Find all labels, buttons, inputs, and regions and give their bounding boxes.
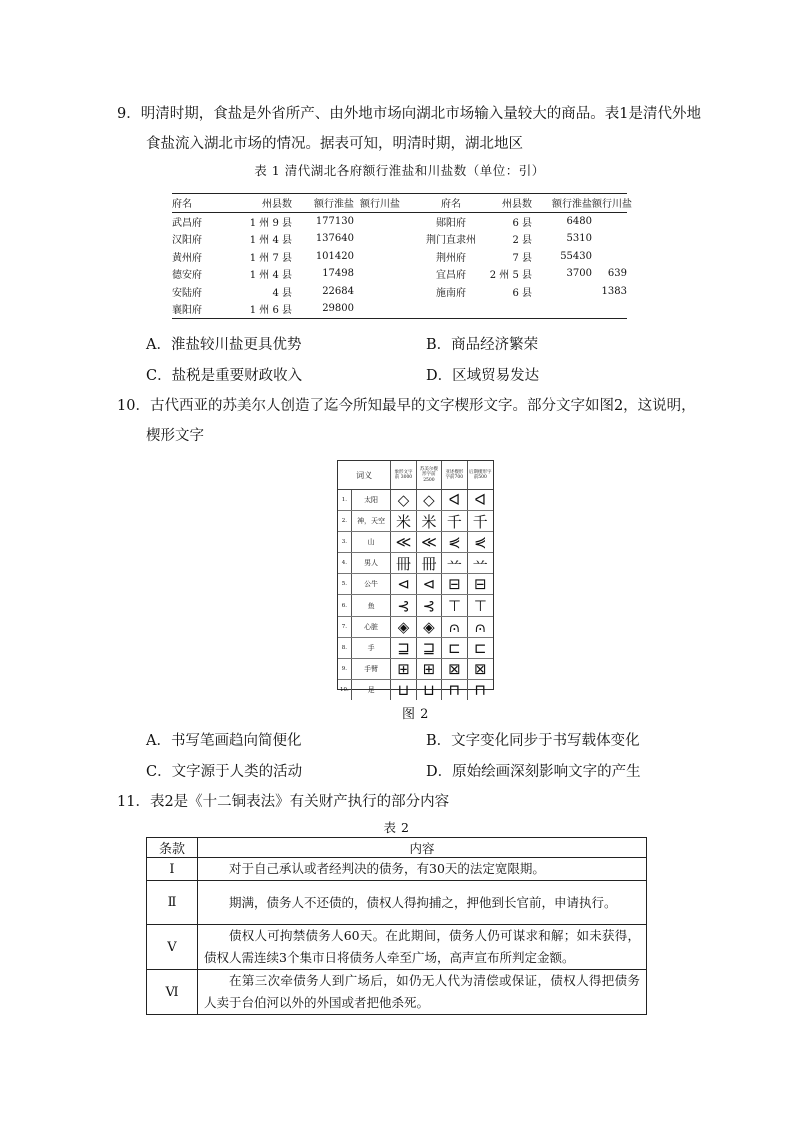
table1-cell: 17498 [322, 268, 354, 280]
figure2-glyph: ◈ [391, 617, 416, 637]
q9-option-a[interactable]: A．淮盐较川盐更具优势 [146, 337, 302, 353]
table-row [172, 213, 627, 231]
table-row [147, 970, 647, 1015]
table1-header-row [172, 194, 632, 212]
figure2-meaning: 足 [352, 680, 391, 700]
table1-cell: 5310 [566, 233, 592, 245]
table1-header-cell: 额行川盐 [360, 199, 400, 211]
figure2-meaning: 心脏 [352, 617, 391, 637]
table1-cell: 1 州 7 县 [249, 252, 292, 264]
figure2-glyph: ⊒ [417, 638, 442, 658]
table1-bottom-rule [172, 318, 627, 319]
table2-header-content: 内容 [198, 838, 647, 858]
figure2-glyph: ⊤ [442, 595, 467, 615]
table2-clause: Ⅰ [147, 858, 198, 881]
figure2-row-number: 10. [338, 680, 352, 700]
table2-body [147, 858, 647, 1015]
figure2-glyph: 冊 [417, 553, 442, 573]
figure2-row-number: 3. [338, 532, 352, 552]
table1-cell: 安陆府 [172, 287, 202, 299]
figure2-glyph: ⊲ [417, 574, 442, 594]
figure2-cuneiform-table [337, 460, 494, 699]
q10-option-c[interactable]: C．文字源于人类的活动 [146, 764, 303, 780]
figure2-glyph: 米 [391, 511, 416, 531]
figure2-glyph: 千 [442, 511, 467, 531]
table-row [147, 858, 647, 881]
table1-cell: 22684 [322, 285, 354, 297]
figure2-glyph: 冊 [391, 553, 416, 573]
table2-clause: Ⅱ [147, 881, 198, 925]
table1-cell: 黄州府 [172, 252, 202, 264]
figure2-glyph: ⊲ [391, 574, 416, 594]
figure2-glyph: ⊒ [391, 638, 416, 658]
q9-stem-line2: 食盐流入湖北市场的情况。据表可知，明清时期，湖北地区 [146, 136, 523, 152]
table-row [172, 300, 627, 318]
figure2-glyph: ⩀ [442, 617, 467, 637]
table1-cell: 101420 [315, 250, 354, 262]
table1-cell: 1 州 9 县 [249, 217, 292, 229]
table-row [172, 283, 627, 301]
figure2-meaning: 男人 [352, 553, 391, 573]
table2-content: 对于自己承认或者经判决的债务，有30天的法定宽限期。 [198, 858, 647, 881]
figure2-row [338, 638, 493, 659]
q9-option-b[interactable]: B．商品经济繁荣 [426, 337, 539, 353]
q10-option-d[interactable]: D．原始绘画深刻影响文字的产生 [426, 764, 641, 780]
figure2-row-number: 5. [338, 574, 352, 594]
figure2-glyph: ◈ [417, 617, 442, 637]
figure2-glyph: ⊓ [474, 680, 487, 699]
figure2-meaning: 公牛 [352, 574, 391, 594]
figure2-meaning: 鱼 [352, 595, 391, 615]
figure2-glyph: ⊰ [417, 595, 442, 615]
q10-stem-line1: 10．古代西亚的苏美尔人创造了迄今所知最早的文字楔形文字。部分文字如图2，这说明， [117, 398, 696, 414]
table1 [172, 193, 632, 319]
figure2-header-col: 苏美尔楔形字前2500 [417, 461, 442, 489]
figure2-body [338, 490, 493, 700]
table2-clause: Ⅵ [147, 970, 198, 1015]
table1-cell: 武昌府 [172, 217, 202, 229]
figure2-meaning: 手臂 [352, 659, 391, 679]
figure2-row [338, 490, 493, 511]
table2-content: 债权人可拘禁债务人60天。在此期间，债务人仍可谋求和解；如未获得，债权人需连续3个集市日将债务人牵至广场，高声宣布所判定金额。 [198, 925, 647, 970]
figure2-row-number: 2. [338, 511, 352, 531]
q11-stem-line1: 11．表2是《十二铜表法》有关财产执行的部分内容 [117, 794, 450, 810]
figure2-row [338, 617, 493, 638]
table-row [147, 925, 647, 970]
figure2-row-number: 1. [338, 490, 352, 510]
figure2-glyph: ⊤ [473, 596, 487, 615]
figure2-row [338, 532, 493, 553]
figure2-glyph: ⊏ [473, 638, 487, 657]
table2-content: 在第三次牵债务人到广场后，如仍无人代为清偿或保证，债权人得把债务人卖于台伯河以外的外国或者把他杀死。 [198, 970, 647, 1015]
table1-header-cell: 府名 [172, 199, 192, 211]
table1-cell: 2 县 [512, 235, 532, 247]
figure2-glyph: ⩀ [475, 617, 486, 636]
figure2-glyph: 䒑 [472, 554, 488, 573]
q9-stem-line1: 9．明清时期，食盐是外省所产、由外地市场向湖北市场输入量较大的商品。表1是清代外地 [117, 106, 701, 122]
table1-body [172, 213, 627, 318]
figure2-row-number: 6. [338, 595, 352, 615]
table1-cell: 55430 [560, 250, 592, 262]
figure2-glyph: ⊞ [391, 659, 416, 679]
table1-header-cell: 额行淮盐 [314, 199, 354, 211]
figure2-glyph: ⊠ [442, 659, 467, 679]
figure2-meaning: 神，天空 [352, 511, 391, 531]
table1-cell: 1 州 6 县 [249, 305, 292, 317]
figure2-glyph: ⊞ [417, 659, 442, 679]
figure2-row [338, 595, 493, 616]
table-row [172, 248, 627, 266]
table2 [146, 837, 647, 1015]
table1-cell: 施南府 [436, 287, 466, 299]
figure2-glyph: ⊏ [442, 638, 467, 658]
table1-cell: 6 县 [512, 217, 532, 229]
figure2-meaning: 太阳 [352, 490, 391, 510]
table1-cell: 639 [607, 268, 627, 280]
figure2-glyph: 䒑 [442, 553, 467, 573]
figure2-glyph: ◇ [391, 490, 416, 510]
q9-option-d[interactable]: D．区域贸易发达 [426, 368, 540, 384]
figure2-glyph: ᐊ [442, 490, 467, 510]
table-row [172, 230, 627, 248]
figure2-glyph: ᐊ [474, 491, 487, 510]
figure2-glyph: ⊓ [442, 680, 467, 700]
figure2-glyph: ⋞ [442, 532, 467, 552]
figure2-row [338, 659, 493, 680]
table1-cell: 4 县 [272, 287, 292, 299]
table2-clause: Ⅴ [147, 925, 198, 970]
q10-option-b[interactable]: B．文字变化同步于书写载体变化 [426, 733, 640, 749]
q9-option-c[interactable]: C．盐税是重要财政收入 [146, 368, 303, 384]
figure2-row [338, 553, 493, 574]
table1-cell: 荆州府 [436, 252, 466, 264]
figure2-glyph: ⋞ [473, 533, 487, 552]
figure2-meaning: 手 [352, 638, 391, 658]
figure2-meaning: 山 [352, 532, 391, 552]
table2-caption: 表 2 [383, 820, 410, 835]
figure2-glyph: ⊔ [417, 680, 442, 700]
figure2-row [338, 511, 493, 532]
table1-header-cell: 额行淮盐 [552, 199, 592, 211]
table1-cell: 137640 [315, 233, 354, 245]
figure2-glyph: ⊟ [473, 575, 487, 594]
figure2-row [338, 574, 493, 595]
figure2-header-col: 后期楔形字前500 [469, 469, 492, 480]
figure2-glyph: 米 [417, 511, 442, 531]
figure2-header-meaning: 词义 [338, 461, 391, 489]
table1-cell: 汉阳府 [172, 235, 202, 247]
figure2-glyph: ⊔ [391, 680, 416, 700]
table1-cell: 3700 [566, 268, 592, 280]
table1-header-cell: 州县数 [502, 199, 532, 211]
table-row [172, 265, 627, 283]
table1-cell: 1 州 4 县 [249, 235, 292, 247]
figure2-row-number: 4. [338, 553, 352, 573]
figure2-row [338, 680, 493, 700]
table1-cell: 宜昌府 [436, 270, 466, 282]
table-row [147, 881, 647, 925]
table1-header-cell: 额行川盐 [592, 199, 632, 211]
table1-header-cell: 州县数 [262, 199, 292, 211]
figure2-row-number: 8. [338, 638, 352, 658]
table1-cell: 6 县 [512, 287, 532, 299]
table1-cell: 襄阳府 [172, 305, 202, 317]
table1-cell: 德安府 [172, 270, 202, 282]
figure2-caption: 图 2 [402, 707, 429, 722]
q10-stem-line2: 楔形文字 [146, 428, 204, 444]
figure2-glyph: ◇ [417, 490, 442, 510]
table2-header-row [147, 838, 647, 858]
table1-header-cell: 府名 [441, 199, 461, 211]
table1-cell: 1383 [601, 285, 627, 297]
figure2-row-number: 9. [338, 659, 352, 679]
table1-cell: 郧阳府 [436, 217, 466, 229]
figure2-glyph: ≪ [391, 532, 416, 552]
table2-content: 期满，债务人不还债的，债权人得拘捕之，押他到长官前，申请执行。 [198, 881, 647, 925]
table2-header-clause: 条款 [147, 838, 198, 858]
table1-caption: 表 1 清代湖北各府额行淮盐和川盐数（单位：引） [254, 163, 545, 178]
table1-cell: 1 州 4 县 [249, 270, 292, 282]
figure2-row-number: 7. [338, 617, 352, 637]
figure2-glyph: ⊟ [442, 574, 467, 594]
figure2-glyph: ⊠ [473, 659, 487, 678]
table1-cell: 7 县 [512, 252, 532, 264]
q10-option-a[interactable]: A．书写笔画趋向简便化 [146, 733, 302, 749]
figure2-header-col: 亚述楔形字前700 [442, 461, 467, 489]
table1-cell: 荆门直隶州 [426, 235, 476, 247]
figure2-header-row [338, 461, 493, 490]
figure2-header-col: 象形文字前 3000 [391, 461, 416, 489]
table1-cell: 6480 [566, 215, 592, 227]
table1-cell: 177130 [315, 215, 354, 227]
table1-cell: 29800 [322, 303, 354, 315]
table1-cell: 2 州 5 县 [489, 270, 532, 282]
figure2-glyph: 千 [472, 512, 488, 531]
figure2-glyph: ≪ [417, 532, 442, 552]
figure2-glyph: ⊰ [391, 595, 416, 615]
